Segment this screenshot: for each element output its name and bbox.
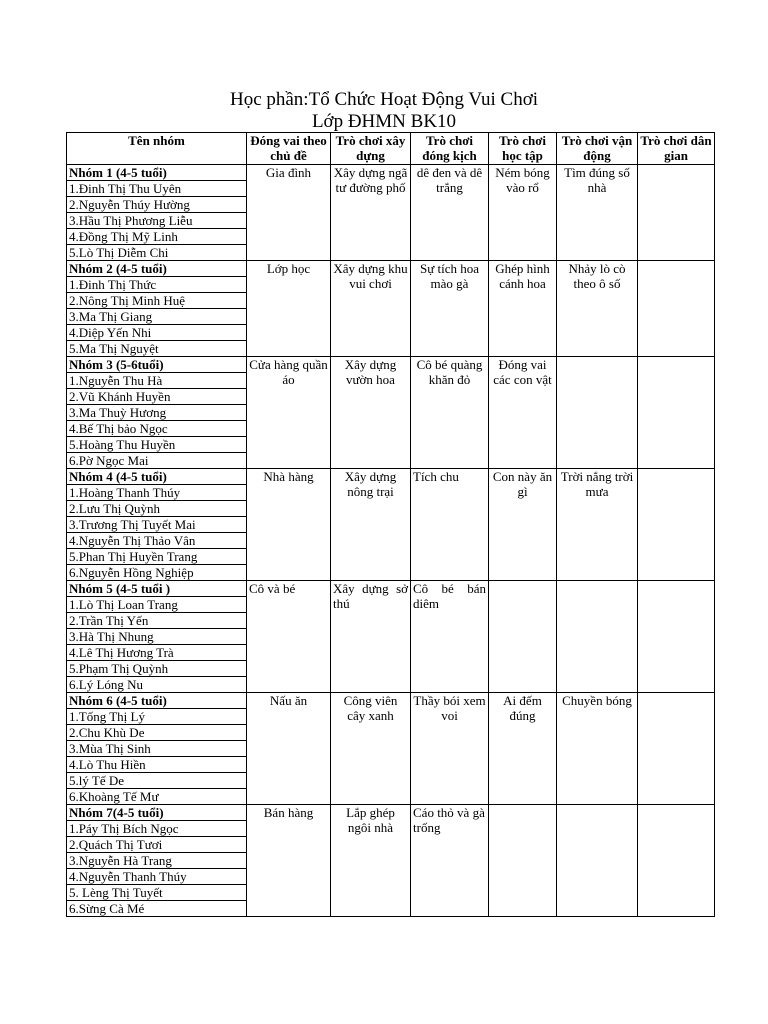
activity-cell-building-game: Xây dựng khu vui chơi <box>331 261 411 357</box>
member-name: 3.Nguyễn Hà Trang <box>67 853 247 869</box>
member-name: 2.Quách Thị Tươi <box>67 837 247 853</box>
member-name: 3.Trương Thị Tuyết Mai <box>67 517 247 533</box>
member-name: 1.Hoàng Thanh Thúy <box>67 485 247 501</box>
member-name: 2.Vũ Khánh Huyền <box>67 389 247 405</box>
member-name: 3.Mùa Thị Sinh <box>67 741 247 757</box>
activity-cell-role-play: Nhà hàng <box>247 469 331 581</box>
group-activity-table <box>66 132 715 917</box>
activity-cell-role-play: Gia đình <box>247 165 331 261</box>
member-name: 3.Hầu Thị Phương Liễu <box>67 213 247 229</box>
group-name: Nhóm 3 (5-6tuổi) <box>67 357 247 373</box>
member-name: 5.Phạm Thị Quỳnh <box>67 661 247 677</box>
activity-cell-drama-game: Thầy bói xem voi <box>411 693 489 805</box>
member-name: 2.Nguyễn Thúy Hường <box>67 197 247 213</box>
activity-cell-learning-game: Đóng vai các con vật <box>489 357 557 469</box>
group-header-row <box>67 165 715 181</box>
activity-cell-role-play: Bán hàng <box>247 805 331 917</box>
member-name: 4.Lê Thị Hương Trà <box>67 645 247 661</box>
group-header-row <box>67 261 715 277</box>
activity-cell-building-game: Lắp ghép ngôi nhà <box>331 805 411 917</box>
group-name: Nhóm 5 (4-5 tuổi ) <box>67 581 247 597</box>
member-name: 5. Lèng Thị Tuyết <box>67 885 247 901</box>
member-name: 2.Nông Thị Minh Huệ <box>67 293 247 309</box>
header-folk-game: Trò chơi dân gian <box>638 133 715 165</box>
group-name: Nhóm 1 (4-5 tuổi) <box>67 165 247 181</box>
member-name: 3.Ma Thị Giang <box>67 309 247 325</box>
class-subtitle: Lớp ĐHMN BK10 <box>311 111 457 132</box>
activity-cell-building-game: Xây dựng vườn hoa <box>331 357 411 469</box>
page-title: Học phần:Tổ Chức Hoạt Động Vui Chơi <box>229 89 539 110</box>
header-learning-game: Trò chơi học tập <box>489 133 557 165</box>
activity-cell-drama-game: Cáo thỏ và gà trống <box>411 805 489 917</box>
activity-cell-learning-game: Ai đếm đúng <box>489 693 557 805</box>
activity-cell-movement-game: Nhảy lò cò theo ô số <box>557 261 638 357</box>
group-header-row <box>67 469 715 485</box>
group-header-row <box>67 693 715 709</box>
activity-cell-building-game: Xây dựng ngã tư đường phố <box>331 165 411 261</box>
activity-cell-role-play: Lớp học <box>247 261 331 357</box>
activity-cell-movement-game <box>557 581 638 693</box>
activity-cell-role-play: Cửa hàng quần áo <box>247 357 331 469</box>
member-name: 5.Ma Thị Nguyệt <box>67 341 247 357</box>
group-name: Nhóm 4 (4-5 tuổi) <box>67 469 247 485</box>
activity-cell-folk-game <box>638 693 715 805</box>
activity-cell-movement-game: Tìm đúng số nhà <box>557 165 638 261</box>
activity-cell-movement-game <box>557 357 638 469</box>
group-header-row <box>67 805 715 821</box>
group-header-row <box>67 357 715 373</box>
header-movement-game: Trò chơi vận động <box>557 133 638 165</box>
member-name: 1.Páy Thị Bích Ngọc <box>67 821 247 837</box>
member-name: 3.Ma Thuỳ Hương <box>67 405 247 421</box>
member-name: 5.lý Tế De <box>67 773 247 789</box>
activity-cell-folk-game <box>638 165 715 261</box>
member-name: 4.Diệp Yến Nhi <box>67 325 247 341</box>
group-name: Nhóm 7(4-5 tuổi) <box>67 805 247 821</box>
activity-cell-drama-game: Cô bé quàng khăn đỏ <box>411 357 489 469</box>
member-name: 4.Nguyễn Thanh Thúy <box>67 869 247 885</box>
activity-cell-learning-game: Con này ăn gì <box>489 469 557 581</box>
group-name: Nhóm 2 (4-5 tuổi) <box>67 261 247 277</box>
header-group-name: Tên nhóm <box>67 133 247 165</box>
activity-cell-learning-game <box>489 581 557 693</box>
activity-cell-folk-game <box>638 805 715 917</box>
activity-cell-folk-game <box>638 581 715 693</box>
member-name: 1.Đinh Thị Thu Uyên <box>67 181 247 197</box>
member-name: 6.Nguyễn Hồng Nghiệp <box>67 565 247 581</box>
member-name: 5.Lò Thị Diễm Chi <box>67 245 247 261</box>
activity-cell-movement-game: Trời nắng trời mưa <box>557 469 638 581</box>
activity-cell-folk-game <box>638 357 715 469</box>
member-name: 2.Trần Thị Yến <box>67 613 247 629</box>
group-name: Nhóm 6 (4-5 tuổi) <box>67 693 247 709</box>
header-role-play: Đóng vai theo chủ đề <box>247 133 331 165</box>
member-name: 6.Pờ Ngọc Mai <box>67 453 247 469</box>
member-name: 1.Tống Thị Lý <box>67 709 247 725</box>
activity-cell-learning-game: Ném bóng vào rổ <box>489 165 557 261</box>
header-row <box>67 133 715 165</box>
member-name: 4.Đồng Thị Mỹ Linh <box>67 229 247 245</box>
activity-cell-building-game: Xây dựng nông trại <box>331 469 411 581</box>
member-name: 6.Lý Lóng Nu <box>67 677 247 693</box>
activity-cell-building-game: Công viên cây xanh <box>331 693 411 805</box>
activity-cell-movement-game: Chuyền bóng <box>557 693 638 805</box>
member-name: 5.Phan Thị Huyền Trang <box>67 549 247 565</box>
header-drama-game: Trò chơi đóng kịch <box>411 133 489 165</box>
member-name: 5.Hoàng Thu Huyền <box>67 437 247 453</box>
activity-cell-folk-game <box>638 469 715 581</box>
activity-cell-learning-game: Ghép hình cánh hoa <box>489 261 557 357</box>
member-name: 6.Sừng Cà Mé <box>67 901 247 917</box>
member-name: 3.Hà Thị Nhung <box>67 629 247 645</box>
activity-cell-building-game: Xây dựng sở thú <box>331 581 411 693</box>
member-name: 4.Bế Thị bảo Ngọc <box>67 421 247 437</box>
member-name: 1.Đinh Thị Thức <box>67 277 247 293</box>
member-name: 1.Nguyễn Thu Hà <box>67 373 247 389</box>
member-name: 2.Chu Khù De <box>67 725 247 741</box>
activity-cell-drama-game: Sự tích hoa mào gà <box>411 261 489 357</box>
activity-cell-learning-game <box>489 805 557 917</box>
activity-cell-drama-game: dê đen và dê trắng <box>411 165 489 261</box>
group-header-row <box>67 581 715 597</box>
activity-cell-role-play: Nấu ăn <box>247 693 331 805</box>
header-building-game: Trò chơi xây dựng <box>331 133 411 165</box>
member-name: 4.Lò Thu Hiền <box>67 757 247 773</box>
activity-cell-movement-game <box>557 805 638 917</box>
member-name: 2.Lưu Thị Quỳnh <box>67 501 247 517</box>
member-name: 4.Nguyễn Thị Thảo Vân <box>67 533 247 549</box>
activity-cell-role-play: Cô và bé <box>247 581 331 693</box>
member-name: 6.Khoàng Tế Mư <box>67 789 247 805</box>
activity-cell-folk-game <box>638 261 715 357</box>
activity-cell-drama-game: Tích chu <box>411 469 489 581</box>
member-name: 1.Lò Thị Loan Trang <box>67 597 247 613</box>
activity-cell-drama-game: Cô bé bán diêm <box>411 581 489 693</box>
